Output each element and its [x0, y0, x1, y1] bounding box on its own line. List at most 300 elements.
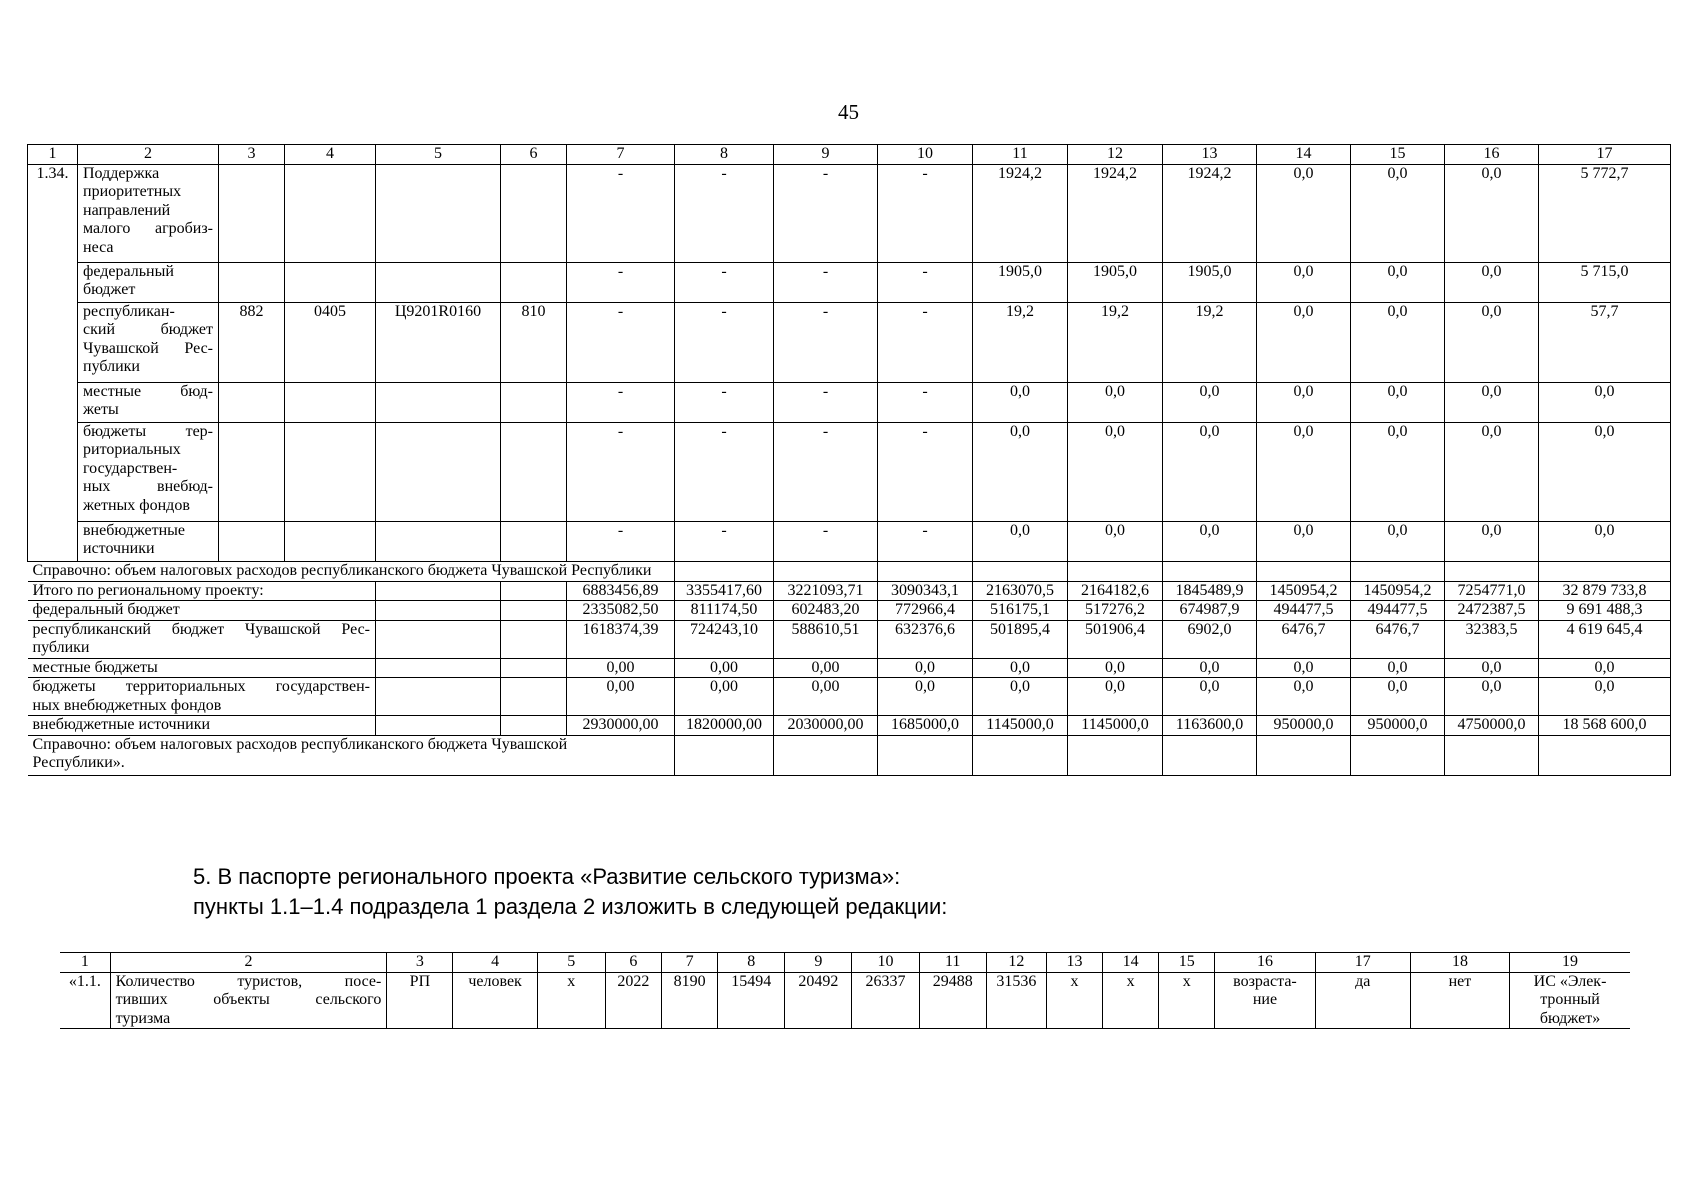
total-row: [28, 620, 1671, 658]
total-value: 6476,7: [1351, 620, 1445, 658]
empty-cell: [376, 658, 501, 678]
total-value: 811174,50: [675, 601, 774, 621]
value-cell: -: [567, 422, 675, 521]
total-value: 0,0: [1539, 658, 1671, 678]
value-cell: 57,7: [1539, 302, 1671, 382]
text-line: бюджеты территориальных государствен-: [32, 678, 370, 695]
total-value: 2163070,5: [973, 581, 1068, 601]
section-instruction: [193, 862, 947, 922]
value-cell: 0,0: [1539, 382, 1671, 422]
empty-cell: [774, 561, 878, 581]
total-value: 0,00: [567, 678, 675, 716]
total-value: 501895,4: [973, 620, 1068, 658]
item-label: [78, 422, 219, 521]
column-number: 7: [662, 953, 718, 973]
total-value: 950000,0: [1351, 716, 1445, 736]
value-cell: 1905,0: [1068, 262, 1163, 302]
value-cell: -: [675, 422, 774, 521]
total-row: [28, 601, 1671, 621]
total-value: 0,0: [1163, 678, 1257, 716]
glava-code: 882: [219, 302, 285, 382]
value-cell: 0,0: [1351, 302, 1445, 382]
text-line: тивших объекты сельского: [115, 991, 382, 1008]
indicator-value: 15494: [718, 972, 785, 1029]
indicator-flag: нет: [1410, 972, 1509, 1029]
total-value: 0,0: [973, 658, 1068, 678]
total-value: 724243,10: [675, 620, 774, 658]
value-cell: -: [675, 302, 774, 382]
indicator-row: [60, 972, 1630, 1029]
value-cell: 19,2: [973, 302, 1068, 382]
column-number: 3: [387, 953, 453, 973]
value-cell: 0,0: [1068, 382, 1163, 422]
text-line: местные бюд-: [83, 382, 213, 400]
total-value: 0,0: [878, 678, 973, 716]
empty-cell: [973, 561, 1068, 581]
column-number: 18: [1410, 953, 1509, 973]
empty-cell: [1539, 735, 1671, 775]
budget-table: [27, 144, 1671, 776]
empty-cell: [376, 716, 501, 736]
text-line: бюджет: [83, 281, 136, 298]
target-article-code: [376, 521, 501, 561]
total-value: 1450954,2: [1257, 581, 1351, 601]
item-number: [28, 382, 78, 422]
text-line: внебюджетные: [83, 521, 185, 539]
total-value: 0,00: [774, 678, 878, 716]
glava-code: [219, 164, 285, 262]
text-line: риториальных: [83, 441, 181, 458]
column-number: 14: [1257, 145, 1351, 165]
empty-cell: [1445, 735, 1539, 775]
total-value: 950000,0: [1257, 716, 1351, 736]
column-number: 15: [1159, 953, 1215, 973]
total-value: 517276,2: [1068, 601, 1163, 621]
total-value: 0,00: [567, 658, 675, 678]
total-value: 0,0: [1068, 678, 1163, 716]
text-line: бюджеты тер-: [83, 422, 213, 440]
column-number: 13: [1046, 953, 1102, 973]
value-cell: 0,0: [1351, 164, 1445, 262]
total-value: 7254771,0: [1445, 581, 1539, 601]
column-number: 1: [60, 953, 110, 973]
total-value: 0,0: [878, 658, 973, 678]
value-cell: 0,0: [1445, 422, 1539, 521]
total-value: 0,0: [973, 678, 1068, 716]
indicator-trend: [1215, 972, 1315, 1029]
value-cell: 5 715,0: [1539, 262, 1671, 302]
total-value: 1820000,00: [675, 716, 774, 736]
total-value: 494477,5: [1257, 601, 1351, 621]
empty-cell: [501, 678, 567, 716]
column-number: 17: [1315, 953, 1410, 973]
empty-cell: [501, 716, 567, 736]
section-instruction-line-1: 5. В паспорте регионального проекта «Развитие сельского туризма»:: [193, 864, 901, 889]
text-line: бюджет»: [1539, 1009, 1601, 1027]
total-value: 0,0: [1351, 658, 1445, 678]
total-value: 1145000,0: [1068, 716, 1163, 736]
value-cell: -: [567, 382, 675, 422]
value-cell: 0,0: [1257, 164, 1351, 262]
empty-cell: [501, 581, 567, 601]
total-value: 32 879 733,8: [1539, 581, 1671, 601]
total-value: 494477,5: [1351, 601, 1445, 621]
empty-cell: [1068, 561, 1163, 581]
value-cell: -: [878, 382, 973, 422]
target-article-code: [376, 262, 501, 302]
total-value: 1845489,9: [1163, 581, 1257, 601]
total-label: федеральный бюджет: [28, 601, 376, 621]
text-line: публики: [32, 639, 90, 656]
glava-code: [219, 382, 285, 422]
column-number: 2: [110, 953, 387, 973]
text-line: тронный: [1540, 991, 1600, 1008]
glava-code: [219, 521, 285, 561]
text-line: ский бюджет: [83, 321, 213, 338]
item-number: [28, 302, 78, 382]
column-number: 19: [1510, 953, 1630, 973]
indicator-level: РП: [387, 972, 453, 1029]
page-number: 45: [838, 100, 859, 124]
target-article-code: [376, 382, 501, 422]
expense-type-code: [501, 382, 567, 422]
column-number: 6: [605, 953, 661, 973]
value-cell: 0,0: [1351, 382, 1445, 422]
total-row: [28, 678, 1671, 716]
section-code: [285, 422, 376, 521]
header-row: [28, 145, 1671, 165]
reference-note-final: [28, 735, 1671, 775]
indicator-value: 26337: [852, 972, 919, 1029]
total-value: 2335082,50: [567, 601, 675, 621]
empty-cell: [1257, 735, 1351, 775]
expense-type-code: [501, 521, 567, 561]
total-value: 1450954,2: [1351, 581, 1445, 601]
value-cell: -: [675, 382, 774, 422]
column-number: 12: [1068, 145, 1163, 165]
empty-cell: [1445, 561, 1539, 581]
empty-cell: [1351, 735, 1445, 775]
glava-code: [219, 262, 285, 302]
total-value: 0,0: [1257, 678, 1351, 716]
text-line: федеральный: [83, 262, 174, 280]
value-cell: 0,0: [973, 521, 1068, 561]
column-number: 7: [567, 145, 675, 165]
column-number: 5: [376, 145, 501, 165]
item-row: [28, 164, 1671, 262]
value-cell: 0,0: [1351, 262, 1445, 302]
value-cell: 0,0: [1163, 382, 1257, 422]
section-code: [285, 262, 376, 302]
value-cell: -: [675, 262, 774, 302]
value-cell: -: [567, 521, 675, 561]
empty-cell: [675, 735, 774, 775]
column-number: 9: [785, 953, 852, 973]
total-value: 588610,51: [774, 620, 878, 658]
value-cell: -: [774, 262, 878, 302]
text-line: ние: [1252, 991, 1278, 1008]
total-value: 1618374,39: [567, 620, 675, 658]
value-cell: -: [878, 422, 973, 521]
empty-cell: [878, 735, 973, 775]
text-line: государствен-: [83, 459, 178, 477]
total-value: 2030000,00: [774, 716, 878, 736]
item-number: 1.34.: [28, 164, 78, 262]
text-line: направлений: [83, 201, 171, 219]
total-value: 2164182,6: [1068, 581, 1163, 601]
column-number: 11: [973, 145, 1068, 165]
total-value: 0,0: [1539, 678, 1671, 716]
column-number: 12: [986, 953, 1046, 973]
indicator-value: 20492: [785, 972, 852, 1029]
column-number: 15: [1351, 145, 1445, 165]
total-value: 602483,20: [774, 601, 878, 621]
value-cell: 0,0: [1351, 521, 1445, 561]
text-line: жетных фондов: [83, 496, 190, 514]
reference-note-text: Справочно: объем налоговых расходов республиканского бюджета Чувашской Республики: [28, 561, 675, 581]
text-line: туризма: [115, 1009, 171, 1027]
column-number: 10: [878, 145, 973, 165]
total-row: [28, 716, 1671, 736]
empty-cell: [774, 735, 878, 775]
empty-cell: [973, 735, 1068, 775]
item-number: [28, 521, 78, 561]
total-value: 674987,9: [1163, 601, 1257, 621]
empty-cell: [675, 561, 774, 581]
total-value: 2930000,00: [567, 716, 675, 736]
total-value: 1163600,0: [1163, 716, 1257, 736]
total-value: 0,0: [1351, 678, 1445, 716]
empty-cell: [376, 601, 501, 621]
value-cell: 0,0: [1163, 422, 1257, 521]
text-line: республикан-: [83, 302, 175, 320]
total-value: 516175,1: [973, 601, 1068, 621]
value-cell: -: [567, 262, 675, 302]
total-value: 0,00: [774, 658, 878, 678]
total-value: 632376,6: [878, 620, 973, 658]
indicator-number: «1.1.: [60, 972, 110, 1029]
value-cell: 0,0: [1257, 422, 1351, 521]
total-value: 6883456,89: [567, 581, 675, 601]
item-label: [78, 302, 219, 382]
value-cell: -: [774, 382, 878, 422]
column-number: 4: [285, 145, 376, 165]
item-label: [78, 262, 219, 302]
total-value: 3355417,60: [675, 581, 774, 601]
column-number: 8: [675, 145, 774, 165]
value-cell: 0,0: [973, 382, 1068, 422]
value-cell: 0,0: [1445, 521, 1539, 561]
value-cell: 19,2: [1068, 302, 1163, 382]
empty-cell: [1068, 735, 1163, 775]
empty-cell: [376, 678, 501, 716]
column-number: 4: [453, 953, 537, 973]
column-number: 8: [718, 953, 785, 973]
section-code: [285, 164, 376, 262]
value-cell: -: [878, 164, 973, 262]
item-label: [78, 164, 219, 262]
indicator-value: х: [1046, 972, 1102, 1029]
indicator-source: [1510, 972, 1630, 1029]
value-cell: -: [675, 521, 774, 561]
total-value: 6902,0: [1163, 620, 1257, 658]
value-cell: 0,0: [1351, 422, 1445, 521]
total-value: 3221093,71: [774, 581, 878, 601]
text-line: приоритетных: [83, 183, 182, 200]
item-row: [28, 262, 1671, 302]
column-number: 17: [1539, 145, 1671, 165]
empty-cell: [878, 561, 973, 581]
column-number: 10: [852, 953, 919, 973]
value-cell: -: [567, 302, 675, 382]
text-line: Чувашской Рес-: [83, 339, 213, 357]
value-cell: 1924,2: [1068, 164, 1163, 262]
indicator-value: х: [537, 972, 605, 1029]
text-line: Республики».: [32, 754, 125, 771]
total-row: [28, 658, 1671, 678]
value-cell: 0,0: [1163, 521, 1257, 561]
total-value: 18 568 600,0: [1539, 716, 1671, 736]
expense-type-code: [501, 262, 567, 302]
text-line: возраста-: [1233, 972, 1297, 990]
total-value: 0,0: [1445, 658, 1539, 678]
expense-type-code: 810: [501, 302, 567, 382]
total-value: 501906,4: [1068, 620, 1163, 658]
total-label: [28, 678, 376, 716]
total-label: Итого по региональному проекту:: [28, 581, 376, 601]
indicators-table: [60, 952, 1630, 1029]
column-number: 3: [219, 145, 285, 165]
empty-cell: [1257, 561, 1351, 581]
total-label: местные бюджеты: [28, 658, 376, 678]
item-number: [28, 262, 78, 302]
value-cell: 0,0: [1539, 422, 1671, 521]
value-cell: 0,0: [1539, 521, 1671, 561]
value-cell: 1924,2: [973, 164, 1068, 262]
column-number: 9: [774, 145, 878, 165]
value-cell: 5 772,7: [1539, 164, 1671, 262]
target-article-code: Ц9201R0160: [376, 302, 501, 382]
value-cell: -: [774, 521, 878, 561]
column-number: 5: [537, 953, 605, 973]
reference-note-final-text: [28, 735, 675, 775]
value-cell: -: [878, 262, 973, 302]
header-row: [60, 953, 1630, 973]
empty-cell: [1539, 561, 1671, 581]
text-line: неса: [83, 238, 114, 256]
value-cell: 0,0: [1257, 302, 1351, 382]
text-line: ных внебюд-: [83, 478, 213, 495]
expense-type-code: [501, 164, 567, 262]
item-label: [78, 521, 219, 561]
expense-type-code: [501, 422, 567, 521]
total-value: 0,0: [1257, 658, 1351, 678]
glava-code: [219, 422, 285, 521]
text-line: Поддержка: [83, 164, 160, 182]
value-cell: 0,0: [1445, 302, 1539, 382]
value-cell: -: [675, 164, 774, 262]
total-value: 772966,4: [878, 601, 973, 621]
item-row: [28, 422, 1671, 521]
total-row: [28, 581, 1671, 601]
item-row: [28, 302, 1671, 382]
total-value: 6476,7: [1257, 620, 1351, 658]
text-line: публики: [83, 358, 140, 375]
item-label: [78, 382, 219, 422]
column-number: 16: [1445, 145, 1539, 165]
reference-note: [28, 561, 1671, 581]
target-article-code: [376, 422, 501, 521]
empty-cell: [1163, 735, 1257, 775]
value-cell: -: [774, 164, 878, 262]
value-cell: 19,2: [1163, 302, 1257, 382]
text-line: Справочно: объем налоговых расходов республиканского бюджета Чувашской: [32, 735, 568, 753]
total-value: 1145000,0: [973, 716, 1068, 736]
column-number: 6: [501, 145, 567, 165]
text-line: источники: [83, 540, 155, 557]
value-cell: 0,0: [1257, 521, 1351, 561]
column-number: 13: [1163, 145, 1257, 165]
item-row: [28, 521, 1671, 561]
empty-cell: [501, 620, 567, 658]
total-value: 2472387,5: [1445, 601, 1539, 621]
total-label: внебюджетные источники: [28, 716, 376, 736]
column-number: 16: [1215, 953, 1315, 973]
indicator-value: х: [1103, 972, 1159, 1029]
empty-cell: [376, 581, 501, 601]
total-value: 0,00: [675, 658, 774, 678]
total-value: 0,0: [1068, 658, 1163, 678]
section-code: [285, 521, 376, 561]
value-cell: -: [567, 164, 675, 262]
value-cell: 1905,0: [973, 262, 1068, 302]
total-value: 9 691 488,3: [1539, 601, 1671, 621]
indicator-value: х: [1159, 972, 1215, 1029]
target-article-code: [376, 164, 501, 262]
value-cell: 0,0: [1068, 521, 1163, 561]
text-line: малого агробиз-: [83, 220, 213, 237]
total-value: 0,0: [1163, 658, 1257, 678]
column-number: 11: [919, 953, 986, 973]
indicator-value: 29488: [919, 972, 986, 1029]
empty-cell: [1163, 561, 1257, 581]
section-instruction-line-2: пункты 1.1–1.4 подраздела 1 раздела 2 изложить в следующей редакции:: [193, 894, 948, 919]
value-cell: -: [878, 302, 973, 382]
indicator-unit: человек: [453, 972, 537, 1029]
column-number: 2: [78, 145, 219, 165]
total-value: 1685000,0: [878, 716, 973, 736]
text-line: жеты: [83, 401, 119, 418]
value-cell: -: [878, 521, 973, 561]
indicator-flag: да: [1315, 972, 1410, 1029]
total-value: 3090343,1: [878, 581, 973, 601]
column-number: 14: [1103, 953, 1159, 973]
value-cell: -: [774, 302, 878, 382]
indicator-value: 8190: [662, 972, 718, 1029]
empty-cell: [501, 658, 567, 678]
value-cell: 1924,2: [1163, 164, 1257, 262]
value-cell: 0,0: [1445, 262, 1539, 302]
text-line: республиканский бюджет Чувашской Рес-: [32, 620, 370, 638]
indicator-value: 31536: [986, 972, 1046, 1029]
total-value: 4 619 645,4: [1539, 620, 1671, 658]
section-code: [285, 382, 376, 422]
section-code: 0405: [285, 302, 376, 382]
text-line: Количество туристов, посе-: [115, 972, 382, 990]
value-cell: 0,0: [1445, 382, 1539, 422]
value-cell: 0,0: [1445, 164, 1539, 262]
total-value: 0,0: [1445, 678, 1539, 716]
